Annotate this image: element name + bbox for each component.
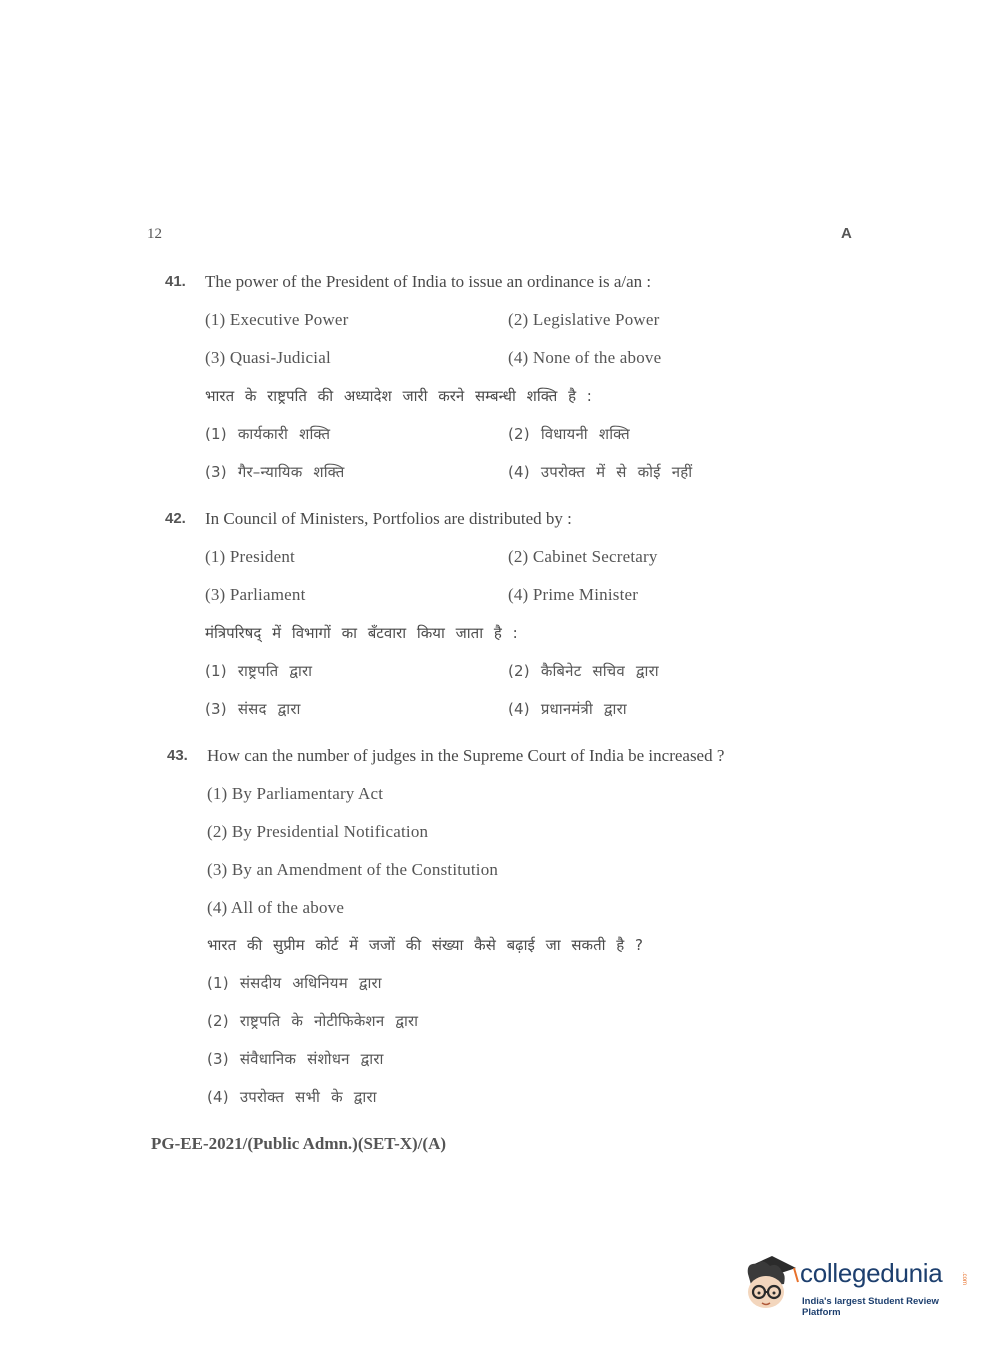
footer-code: PG-EE-2021/(Public Admn.)(SET-X)/(A) xyxy=(151,1134,447,1153)
option-hi-1: (1) कार्यकारी शक्ति xyxy=(205,425,331,443)
option-hi-2: (2) राष्ट्रपति के नोटीफिकेशन द्वारा xyxy=(207,1012,419,1030)
page-number: 12 xyxy=(147,226,162,242)
option-hi-1: (1) संसदीय अधिनियम द्वारा xyxy=(207,974,382,992)
question-number: 42. xyxy=(165,510,186,527)
question-text-en: The power of the President of India to issue an ordinance is a/an : xyxy=(205,272,652,291)
option-hi-4: (4) उपरोक्त में से कोई नहीं xyxy=(508,463,693,481)
logo-tagline: India's largest Student Review Platform xyxy=(802,1296,939,1318)
option-hi-2: (2) विधायनी शक्ति xyxy=(508,425,630,443)
option-en-4: (4) Prime Minister xyxy=(508,585,639,604)
option-hi-3: (3) संसद द्वारा xyxy=(205,700,301,718)
option-en-2: (2) By Presidential Notification xyxy=(207,822,429,841)
option-en-1: (1) Executive Power xyxy=(205,310,349,329)
question-text-hi: भारत के राष्ट्रपति की अध्यादेश जारी करने सम्बन्धी शक्ति है : xyxy=(205,387,592,405)
question-text-hi: मंत्रिपरिषद् में विभागों का बँटवारा किया जाता है : xyxy=(205,624,518,642)
option-en-3: (3) Quasi-Judicial xyxy=(205,348,331,367)
option-en-2: (2) Legislative Power xyxy=(508,310,660,329)
option-hi-2: (2) कैबिनेट सचिव द्वारा xyxy=(508,662,659,680)
option-en-3: (3) Parliament xyxy=(205,585,306,604)
set-code: A xyxy=(841,225,852,242)
question-text-en: How can the number of judges in the Supreme Court of India be increased ? xyxy=(207,746,725,765)
question-number: 41. xyxy=(165,273,186,290)
option-en-4: (4) All of the above xyxy=(207,898,345,917)
option-en-2: (2) Cabinet Secretary xyxy=(508,547,658,566)
logo-wordmark: collegedunia xyxy=(800,1258,943,1288)
option-en-3: (3) By an Amendment of the Constitution xyxy=(207,860,499,879)
option-hi-1: (1) राष्ट्रपति द्वारा xyxy=(205,662,313,680)
option-en-1: (1) By Parliamentary Act xyxy=(207,784,384,803)
option-hi-3: (3) संवैधानिक संशोधन द्वारा xyxy=(207,1050,384,1068)
option-hi-4: (4) प्रधानमंत्री द्वारा xyxy=(508,700,627,718)
question-text-hi: भारत की सुप्रीम कोर्ट में जजों की संख्या कैसे बढ़ाई जा सकती है ? xyxy=(207,936,643,954)
logo-domain-suffix: .com xyxy=(961,1272,967,1286)
question-text-en: In Council of Ministers, Portfolios are distributed by : xyxy=(205,509,572,528)
collegedunia-logo[interactable] xyxy=(742,1248,972,1318)
option-hi-4: (4) उपरोक्त सभी के द्वारा xyxy=(207,1088,377,1106)
mascot-icon xyxy=(742,1248,802,1318)
option-hi-3: (3) गैर–न्यायिक शक्ति xyxy=(205,463,345,481)
question-number: 43. xyxy=(167,747,188,764)
option-en-1: (1) President xyxy=(205,547,295,566)
option-en-4: (4) None of the above xyxy=(508,348,662,367)
